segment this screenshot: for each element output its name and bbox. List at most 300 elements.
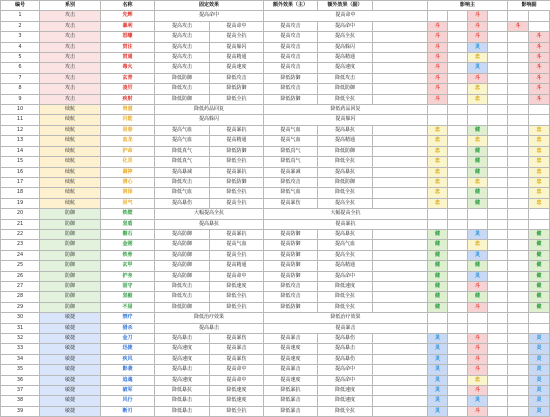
row-impact-side xyxy=(508,63,529,73)
row-impact-main xyxy=(468,105,488,115)
row-impact-side xyxy=(508,167,529,177)
row-no: 24 xyxy=(1,250,40,260)
row-fixed-effect: 降低药品回复 xyxy=(155,105,264,115)
row-fixed-effect: 提高命中 xyxy=(210,21,264,31)
row-category: 攻击 xyxy=(40,21,101,31)
row-fixed-effect: 降低暴抗 xyxy=(155,386,210,396)
row-impact-side xyxy=(529,209,550,219)
row-fixed-effect: 提高暴抗 xyxy=(155,219,264,229)
row-impact-side xyxy=(508,105,529,115)
row-side-effect: 降低全抗 xyxy=(318,94,373,104)
row-main-effect: 提高攻击 xyxy=(264,53,318,63)
table-row xyxy=(1,21,550,31)
row-impact-main xyxy=(488,115,508,125)
row-impact-main: 斗 xyxy=(468,11,488,21)
row-main-effect: 大幅提高全抗 xyxy=(264,209,428,219)
table-row xyxy=(1,396,550,406)
row-side-blank xyxy=(373,167,428,177)
row-impact-main xyxy=(488,11,508,21)
row-impact-side: 健 xyxy=(529,302,550,312)
row-impact-main xyxy=(448,63,468,73)
row-impact-side: 斗 xyxy=(529,94,550,104)
row-impact-main xyxy=(488,375,508,385)
table-row xyxy=(1,250,550,260)
row-main-effect: 降低真气 xyxy=(264,157,318,167)
row-impact-main xyxy=(488,209,508,219)
row-impact-main xyxy=(448,396,468,406)
row-side-blank xyxy=(373,188,428,198)
row-impact-side xyxy=(508,157,529,167)
row-side-effect: 提高全抗 xyxy=(318,32,373,42)
row-main-effect: 提高暴击 xyxy=(264,334,318,344)
row-impact-main xyxy=(448,354,468,364)
row-impact-main xyxy=(488,334,508,344)
row-name: 凌厉 xyxy=(101,84,155,94)
row-fixed-effect: 提高命中 xyxy=(210,271,264,281)
row-no: 22 xyxy=(1,229,40,239)
header-impact-main: 影响主 xyxy=(428,1,508,11)
row-side-effect: 提高暴击 xyxy=(318,344,373,354)
row-impact-main: 忠 xyxy=(468,94,488,104)
row-impact-side xyxy=(529,11,550,21)
row-impact-side: 健 xyxy=(529,271,550,281)
table-row xyxy=(1,115,550,125)
row-side-blank xyxy=(373,146,428,156)
row-impact-main: 忠 xyxy=(468,375,488,385)
row-no: 17 xyxy=(1,177,40,187)
row-fixed-effect: 提高全抗 xyxy=(210,32,264,42)
row-impact-main: 健 xyxy=(468,292,488,302)
row-side-blank xyxy=(373,302,428,312)
table-row xyxy=(1,313,550,323)
row-side-effect: 提高命中 xyxy=(318,365,373,375)
row-impact-main: 斗 xyxy=(468,281,488,291)
row-impact-main: 健 xyxy=(468,125,488,135)
row-impact-main xyxy=(448,32,468,42)
row-side-effect: 提高精通 xyxy=(318,53,373,63)
row-main-effect: 降低防御 xyxy=(264,73,318,83)
row-no: 21 xyxy=(1,219,40,229)
row-impact-main xyxy=(468,323,488,333)
row-impact-main xyxy=(488,21,508,31)
row-impact-side: 斗 xyxy=(508,21,529,31)
row-impact-main: 忠 xyxy=(468,240,488,250)
row-no: 3 xyxy=(1,32,40,42)
row-impact-main: 忠 xyxy=(428,125,448,135)
row-fixed-effect: 提高气血 xyxy=(155,125,210,135)
row-fixed-effect: 降低真气 xyxy=(155,146,210,156)
row-impact-main xyxy=(448,167,468,177)
header-fixed: 固定效果 xyxy=(155,1,264,11)
row-impact-main: 健 xyxy=(428,240,448,250)
row-impact-side xyxy=(508,94,529,104)
row-impact-side xyxy=(529,219,550,229)
row-name: 回春 xyxy=(101,125,155,135)
row-category: 续航 xyxy=(40,125,101,135)
row-fixed-effect: 提高攻击 xyxy=(155,42,210,52)
row-impact-main xyxy=(488,219,508,229)
row-impact-main xyxy=(448,115,468,125)
table-row xyxy=(1,302,550,312)
row-fixed-effect: 降低防御 xyxy=(210,177,264,187)
row-impact-main xyxy=(448,136,468,146)
header-cat: 系别 xyxy=(40,1,101,11)
row-no: 19 xyxy=(1,198,40,208)
row-main-effect: 提高攻击 xyxy=(264,21,318,31)
row-impact-side xyxy=(508,32,529,42)
row-fixed-effect: 提高防御 xyxy=(155,240,210,250)
row-fixed-effect: 降低全抗 xyxy=(210,302,264,312)
row-category: 攻击 xyxy=(40,84,101,94)
row-impact-side xyxy=(508,250,529,260)
row-impact-main xyxy=(448,386,468,396)
header-impact-side: 影响副 xyxy=(508,1,550,11)
row-impact-main xyxy=(448,73,468,83)
row-side-blank xyxy=(373,42,428,52)
table-row xyxy=(1,209,550,219)
row-impact-side xyxy=(508,219,529,229)
row-side-effect: 降低全抗 xyxy=(318,157,373,167)
row-side-effect: 降低全抗 xyxy=(318,302,373,312)
row-name: 金刀 xyxy=(101,334,155,344)
row-impact-main xyxy=(488,73,508,83)
row-main-effect: 提高防御 xyxy=(264,240,318,250)
row-impact-side: 忠 xyxy=(529,157,550,167)
table-row xyxy=(1,11,550,21)
row-name: 铁骨 xyxy=(101,250,155,260)
row-name: 磐石 xyxy=(101,229,155,239)
row-impact-main xyxy=(468,313,488,323)
row-category: 防御 xyxy=(40,229,101,239)
row-impact-main: 斗 xyxy=(468,73,488,83)
row-category: 攻击 xyxy=(40,42,101,52)
row-impact-main xyxy=(488,105,508,115)
row-fixed-effect: 提高防御 xyxy=(155,250,210,260)
row-impact-main xyxy=(488,198,508,208)
row-fixed-effect: 提高暴伤 xyxy=(210,354,264,364)
row-impact-side xyxy=(508,115,529,125)
row-impact-side xyxy=(508,354,529,364)
row-name: 坚盾 xyxy=(101,219,155,229)
row-impact-main: 健 xyxy=(428,229,448,239)
table-row xyxy=(1,198,550,208)
header-no: 编号 xyxy=(1,1,40,11)
row-impact-side xyxy=(508,261,529,271)
row-impact-main: 斗 xyxy=(428,63,448,73)
row-no: 26 xyxy=(1,271,40,281)
row-fixed-effect: 降低攻击 xyxy=(155,292,210,302)
row-side-effect: 降低防御 xyxy=(318,84,373,94)
row-impact-main xyxy=(488,240,508,250)
row-fixed-effect: 提高暴抗 xyxy=(210,167,264,177)
row-fixed-effect: 降低治疗效果 xyxy=(155,313,264,323)
row-name: 凝神 xyxy=(101,167,155,177)
row-fixed-effect: 提高暴抗 xyxy=(210,125,264,135)
row-side-blank xyxy=(373,261,428,271)
row-side-effect: 降低速度 xyxy=(318,386,373,396)
table-row xyxy=(1,188,550,198)
table-body xyxy=(1,11,550,417)
row-side-effect: 提高精通 xyxy=(318,261,373,271)
row-side-effect: 提高精通 xyxy=(318,136,373,146)
row-fixed-effect: 提高攻击 xyxy=(155,32,210,42)
row-impact-main: 灵 xyxy=(468,250,488,260)
row-impact-main: 斗 xyxy=(468,406,488,416)
row-category: 防御 xyxy=(40,292,101,302)
row-impact-main: 斗 xyxy=(468,334,488,344)
table-row xyxy=(1,240,550,250)
row-impact-side: 健 xyxy=(529,250,550,260)
row-impact-main xyxy=(448,302,468,312)
row-impact-main xyxy=(428,115,448,125)
row-side-effect: 提高暴抗 xyxy=(318,229,373,239)
row-impact-main: 斗 xyxy=(468,386,488,396)
row-main-effect: 降低气血 xyxy=(264,188,318,198)
row-category: 续航 xyxy=(40,136,101,146)
table-row xyxy=(1,281,550,291)
table-row xyxy=(1,229,550,239)
row-impact-main xyxy=(448,271,468,281)
row-impact-side xyxy=(529,323,550,333)
row-impact-main xyxy=(448,125,468,135)
row-impact-main xyxy=(448,157,468,167)
row-main-effect: 提高躲闪 xyxy=(264,115,428,125)
row-no: 5 xyxy=(1,53,40,63)
row-impact-main xyxy=(488,136,508,146)
row-side-blank xyxy=(373,334,428,344)
row-impact-side xyxy=(529,105,550,115)
row-impact-main: 健 xyxy=(468,167,488,177)
row-main-effect: 提高速度 xyxy=(264,344,318,354)
row-impact-side xyxy=(508,323,529,333)
row-category: 防御 xyxy=(40,271,101,281)
row-fixed-effect: 提高暴抗 xyxy=(210,229,264,239)
row-impact-main: 健 xyxy=(428,292,448,302)
row-impact-main xyxy=(428,219,448,229)
row-name: 影袭 xyxy=(101,365,155,375)
row-main-effect: 降低攻击 xyxy=(264,84,318,94)
row-name: 毒火 xyxy=(101,63,155,73)
row-category: 敏捷 xyxy=(40,344,101,354)
row-name: 清心 xyxy=(101,177,155,187)
table-row xyxy=(1,365,550,375)
row-impact-main xyxy=(488,32,508,42)
row-impact-main xyxy=(488,354,508,364)
row-main-effect: 降低攻击 xyxy=(264,292,318,302)
row-impact-main xyxy=(428,313,448,323)
row-no: 35 xyxy=(1,365,40,375)
row-no: 10 xyxy=(1,105,40,115)
row-fixed-effect: 降低攻击 xyxy=(155,281,210,291)
row-main-effect: 提高速度 xyxy=(264,375,318,385)
row-fixed-effect: 提高攻击 xyxy=(155,53,210,63)
row-impact-side xyxy=(508,396,529,406)
row-fixed-effect: 降低攻击 xyxy=(155,177,210,187)
row-impact-main: 斗 xyxy=(428,84,448,94)
row-fixed-effect: 降低攻击 xyxy=(155,84,210,94)
row-side-blank xyxy=(373,375,428,385)
row-side-blank xyxy=(373,281,428,291)
row-side-effect: 降低防御 xyxy=(318,177,373,187)
row-impact-side: 灵 xyxy=(529,344,550,354)
row-impact-side: 斗 xyxy=(529,53,550,63)
row-impact-main: 灵 xyxy=(428,386,448,396)
row-side-effect: 降低速度 xyxy=(318,281,373,291)
row-impact-side: 健 xyxy=(529,261,550,271)
row-no: 6 xyxy=(1,63,40,73)
row-fixed-effect: 提高暴击 xyxy=(155,365,210,375)
row-name: 追魂 xyxy=(101,375,155,385)
row-main-effect: 提高攻击 xyxy=(264,32,318,42)
row-side-blank xyxy=(373,94,428,104)
row-impact-main xyxy=(488,281,508,291)
row-impact-main: 健 xyxy=(428,281,448,291)
row-impact-side xyxy=(508,73,529,83)
row-no: 15 xyxy=(1,157,40,167)
row-impact-main xyxy=(428,105,448,115)
row-impact-side: 健 xyxy=(529,229,550,239)
row-impact-main: 斗 xyxy=(428,42,448,52)
row-name: 疾风 xyxy=(101,354,155,364)
row-impact-main: 斗 xyxy=(428,94,448,104)
row-side-blank xyxy=(373,240,428,250)
row-fixed-effect: 降低全抗 xyxy=(210,94,264,104)
row-no: 33 xyxy=(1,344,40,354)
row-fixed-effect: 提高气血 xyxy=(210,240,264,250)
row-main-effect: 提高暴抗 xyxy=(264,219,428,229)
row-fixed-effect: 提高暴击 xyxy=(155,334,210,344)
row-impact-main: 灵 xyxy=(428,334,448,344)
row-impact-side xyxy=(508,209,529,219)
row-fixed-effect: 大幅提高全抗 xyxy=(155,209,264,219)
row-fixed-effect: 提高速度 xyxy=(210,63,264,73)
row-side-blank xyxy=(373,21,428,31)
table-row xyxy=(1,32,550,42)
row-impact-main xyxy=(488,125,508,135)
table-row xyxy=(1,177,550,187)
table-row xyxy=(1,354,550,364)
row-impact-side: 忠 xyxy=(529,146,550,156)
row-name: 血龙 xyxy=(101,136,155,146)
row-impact-main: 忠 xyxy=(428,146,448,156)
row-name: 贯注 xyxy=(101,42,155,52)
row-no: 29 xyxy=(1,302,40,312)
row-main-effect: 降低暴击 xyxy=(264,396,318,406)
row-no: 8 xyxy=(1,84,40,94)
row-main-effect: 降低治疗效果 xyxy=(264,313,428,323)
row-main-effect: 提高防御 xyxy=(264,229,318,239)
row-name: 贵滋 xyxy=(101,105,155,115)
row-impact-main: 健 xyxy=(468,261,488,271)
row-impact-main: 斗 xyxy=(428,21,448,31)
row-impact-side: 灵 xyxy=(529,386,550,396)
row-fixed-effect: 提高暴减 xyxy=(155,167,210,177)
row-category: 续航 xyxy=(40,157,101,167)
row-side-blank xyxy=(373,198,428,208)
row-impact-side xyxy=(508,177,529,187)
row-impact-main xyxy=(468,115,488,125)
row-category: 防御 xyxy=(40,209,101,219)
row-impact-side: 忠 xyxy=(529,125,550,135)
table-row xyxy=(1,386,550,396)
row-main-effect: 降低暴击 xyxy=(264,406,318,416)
row-fixed-effect: 提高精通 xyxy=(210,53,264,63)
row-impact-side xyxy=(508,198,529,208)
row-side-effect: 提高暴抗 xyxy=(318,167,373,177)
table-row xyxy=(1,136,550,146)
row-no: 2 xyxy=(1,21,40,31)
row-impact-main: 灵 xyxy=(428,406,448,416)
row-impact-side xyxy=(508,53,529,63)
row-name: 贯通 xyxy=(101,53,155,63)
row-impact-main: 灵 xyxy=(428,365,448,375)
row-impact-main: 灵 xyxy=(468,42,488,52)
row-impact-side: 斗 xyxy=(529,63,550,73)
row-main-effect: 提高气血 xyxy=(264,136,318,146)
row-impact-main: 斗 xyxy=(428,53,448,63)
row-impact-side xyxy=(508,240,529,250)
row-category: 敏捷 xyxy=(40,313,101,323)
table-row xyxy=(1,105,550,115)
row-fixed-effect: 降低攻击 xyxy=(210,73,264,83)
table-row xyxy=(1,406,550,416)
row-side-blank xyxy=(373,125,428,135)
row-side-effect: 提高暴抗 xyxy=(318,125,373,135)
row-impact-main: 斗 xyxy=(468,365,488,375)
row-impact-main xyxy=(488,323,508,333)
row-category: 续航 xyxy=(40,198,101,208)
row-main-effect: 提高防御 xyxy=(264,271,318,281)
row-main-effect: 提高攻击 xyxy=(264,63,318,73)
row-no: 13 xyxy=(1,136,40,146)
row-side-blank xyxy=(373,84,428,94)
row-no: 18 xyxy=(1,188,40,198)
row-side-blank xyxy=(373,396,428,406)
row-fixed-effect: 提高防御 xyxy=(155,229,210,239)
row-impact-main xyxy=(448,84,468,94)
row-name: 禁疗 xyxy=(101,313,155,323)
row-category: 敏捷 xyxy=(40,396,101,406)
row-category: 敏捷 xyxy=(40,406,101,416)
row-main-effect: 提高速度 xyxy=(264,354,318,364)
row-impact-main xyxy=(488,396,508,406)
table-row xyxy=(1,219,550,229)
row-name: 迅捷 xyxy=(101,344,155,354)
row-impact-main xyxy=(448,365,468,375)
row-impact-side xyxy=(508,42,529,52)
row-name: 化灵 xyxy=(101,157,155,167)
row-impact-main xyxy=(448,42,468,52)
row-impact-main xyxy=(428,11,448,21)
header-side: 额外效果（副） xyxy=(318,1,373,11)
header-row xyxy=(1,1,550,11)
row-impact-main xyxy=(488,302,508,312)
row-side-blank xyxy=(373,32,428,42)
row-impact-main: 灵 xyxy=(428,375,448,385)
row-impact-main xyxy=(488,94,508,104)
row-fixed-effect: 降低防御 xyxy=(155,73,210,83)
row-impact-side xyxy=(508,406,529,416)
row-impact-side xyxy=(508,334,529,344)
row-impact-main xyxy=(488,386,508,396)
row-impact-side xyxy=(508,84,529,94)
row-impact-side xyxy=(508,344,529,354)
row-impact-main: 健 xyxy=(468,146,488,156)
row-impact-main: 斗 xyxy=(468,354,488,364)
row-impact-main xyxy=(448,323,468,333)
row-main-effect: 提高暴伤 xyxy=(264,198,318,208)
table-row xyxy=(1,53,550,63)
